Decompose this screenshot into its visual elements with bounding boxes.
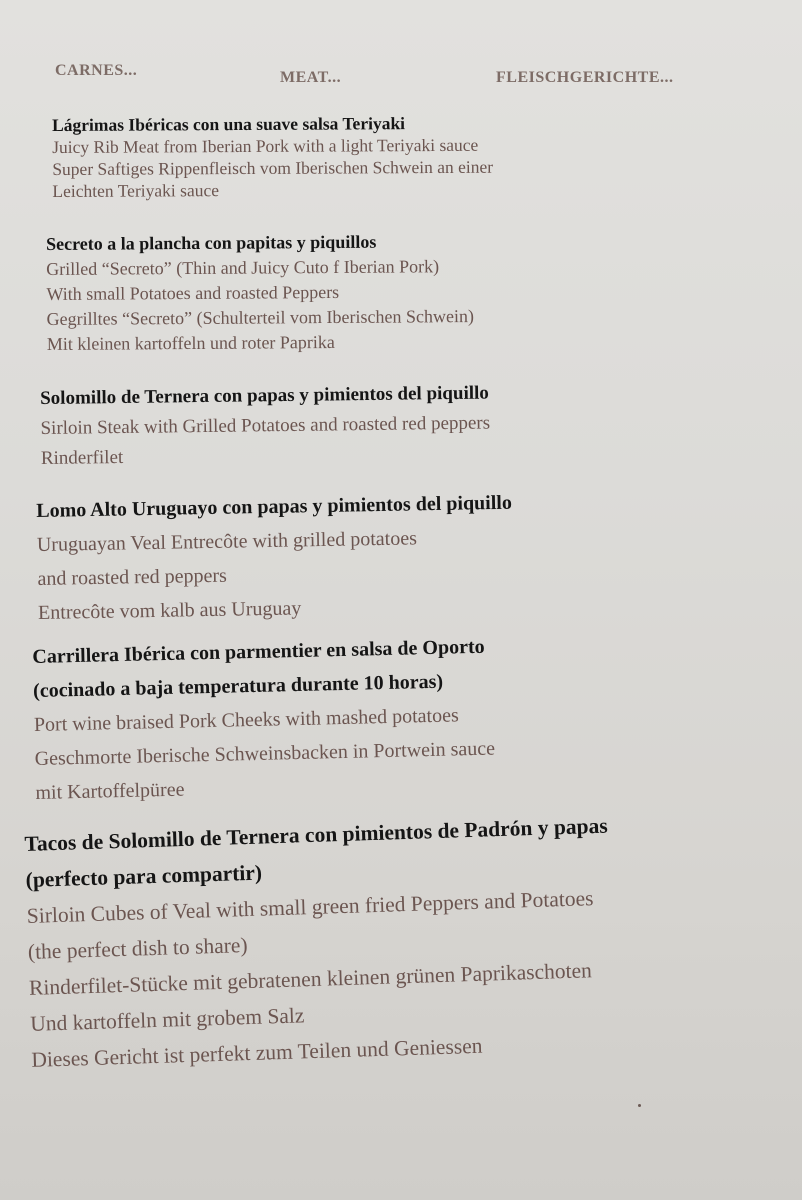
item-description-line: With small Potatoes and roasted Peppers: [46, 281, 340, 304]
header-carnes: CARNES...: [55, 62, 138, 79]
item-description-line: Port wine braised Pork Cheeks with mashed potatoes: [33, 704, 460, 736]
menu-item-carrillera: [32, 630, 496, 810]
item-description-line: Super Saftiges Rippenfleisch vom Iberischen Schwein an einer: [52, 156, 494, 179]
item-title: Lágrimas Ibéricas con una suave salsa Teriyaki: [52, 113, 406, 135]
item-description-line: Dieses Gericht ist perfekt zum Teilen und Geniessen: [30, 1033, 483, 1072]
item-description-line: Leichten Teriyaki sauce: [52, 180, 220, 201]
item-title: Solomillo de Ternera con papas y pimientos del piquillo: [40, 382, 489, 409]
item-description-line: and roasted red peppers: [37, 564, 228, 590]
menu-item-solomillo: [40, 379, 491, 474]
item-description-line: Entrecôte vom kalb aus Uruguay: [37, 597, 302, 624]
menu-item-lomo-alto: [36, 486, 514, 630]
item-description-line: Mit kleinen kartoffeln und roter Paprika: [46, 331, 335, 354]
item-description-line: Rinderfilet-Stücke mit gebratenen kleinen grünen Paprikaschoten: [28, 958, 593, 1000]
item-description-line: Uruguayan Veal Entrecôte with grilled potatoes: [36, 527, 418, 556]
menu-item-lagrimas-ibericas: [52, 112, 493, 202]
item-title: Lomo Alto Uruguayo con papas y pimientos del piquillo: [36, 491, 513, 522]
item-description-line: Grilled “Secreto” (Thin and Juicy Cuto f Iberian Pork): [46, 256, 440, 279]
header-fleischgerichte: FLEISCHGERICHTE...: [496, 69, 674, 86]
item-description-line: Gegrilltes “Secreto” (Schulterteil vom Iberischen Schwein): [46, 306, 475, 329]
item-description-line: Juicy Rib Meat from Iberian Pork with a light Teriyaki sauce: [52, 134, 479, 157]
item-description-line: Sirloin Steak with Grilled Potatoes and roasted red peppers: [40, 412, 491, 439]
menu-item-secreto: [46, 229, 474, 357]
item-description-line: mit Kartoffelpüree: [35, 778, 185, 804]
item-title-line-2: (perfecto para compartir): [25, 860, 263, 892]
item-description-line: Und kartoffeln mit grobem Salz: [29, 1003, 305, 1036]
item-title: Carrillera Ibérica con parmentier en salsa de Oporto: [32, 635, 485, 668]
item-title: Tacos de Solomillo de Ternera con pimientos de Padrón y papas: [24, 813, 609, 856]
menu-item-tacos-solomillo: [24, 808, 615, 1078]
paper-speck: [638, 1104, 641, 1107]
item-description-line: Sirloin Cubes of Veal with small green fried Peppers and Potatoes: [26, 886, 594, 928]
item-description-line: Geschmorte Iberische Schweinsbacken in Portwein sauce: [34, 737, 496, 770]
item-description-line: Rinderfilet: [40, 446, 124, 469]
item-title-line-2: (cocinado a baja temperatura durante 10 horas): [32, 670, 444, 702]
item-description-line: (the perfect dish to share): [27, 933, 248, 964]
header-meat: MEAT...: [280, 69, 342, 86]
item-title: Secreto a la plancha con papitas y piquillos: [46, 231, 377, 254]
